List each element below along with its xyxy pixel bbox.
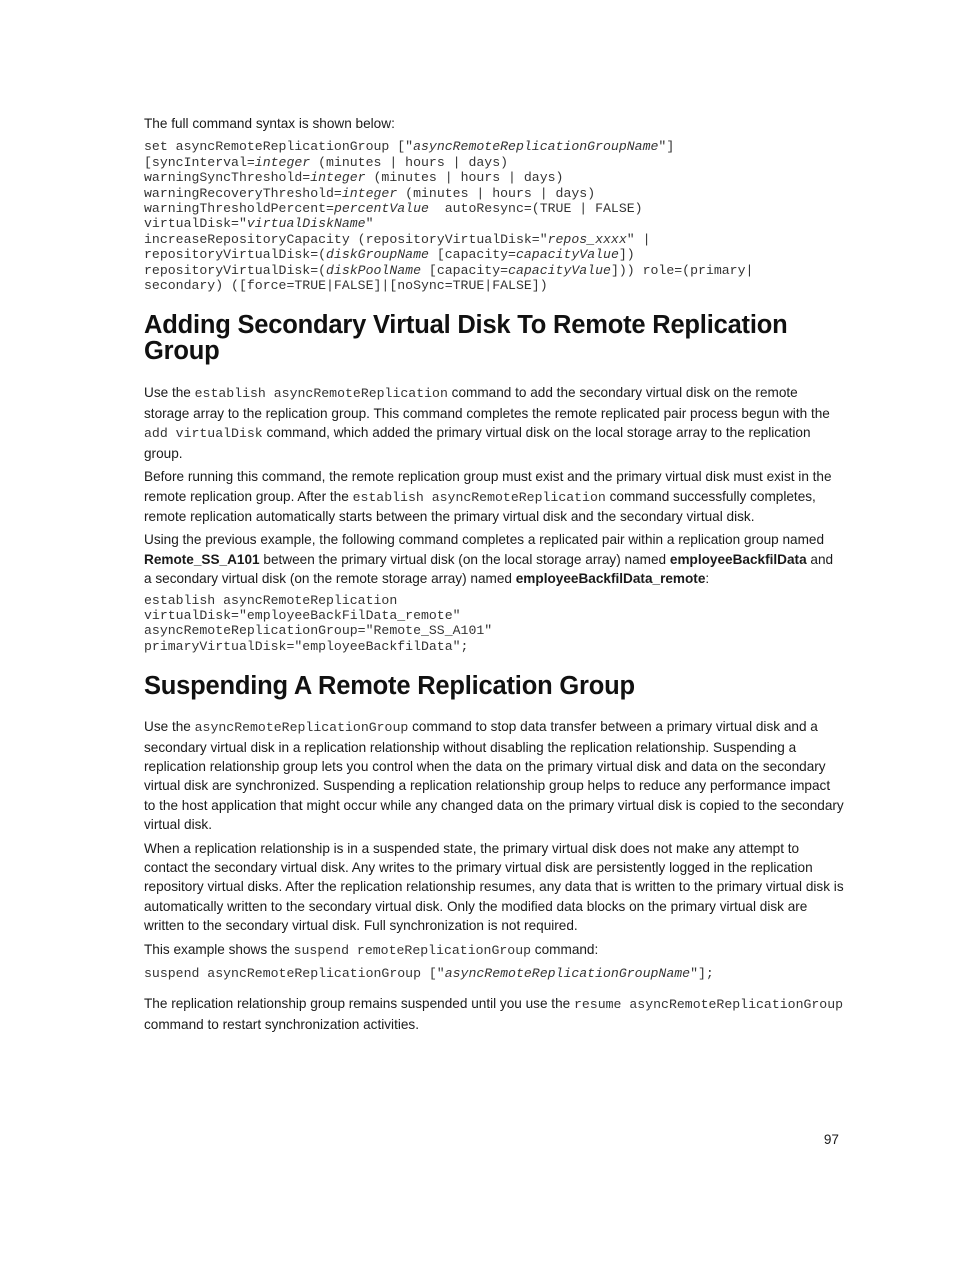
paragraph: The replication relationship group remains suspended until you use the resume asyncRemoteReplicationGroup command to restart synchronization activities.	[144, 996, 844, 1032]
syntax-line: repositoryVirtualDisk=(diskGroupName [capacity=capacityValue])	[144, 247, 635, 263]
syntax-line: warningSyncThreshold=integer (minutes | hours | days)	[144, 170, 564, 186]
paragraph: Use the establish asyncRemoteReplication command to add the secondary virtual disk on the remote storage array to the replication group. This command completes the remote replicated pair process begun with the add virtualDisk command, which added the primary virtual disk on the local storage array to the replication group.	[144, 385, 830, 461]
page-number: 97	[823, 1132, 839, 1147]
syntax-code-block	[144, 139, 844, 293]
syntax-line: repositoryVirtualDisk=(diskPoolName [capacity=capacityValue])) role=(primary|	[144, 262, 754, 278]
paragraph: Use the asyncRemoteReplicationGroup command to stop data transfer between a primary virtual disk and a secondary virtual disk in a replication relationship without disabling the replication relationship. Suspending a replication relationship group lets you control when the data on the primary virtual disk and data on the secondary virtual disk are synchronized. Suspending a replication relationship group helps to reduce any performance impact to the host application that might occur while any changed data on the primary virtual disk is copied to the secondary virtual disk.	[144, 719, 844, 833]
syntax-line: [syncInterval=integer (minutes | hours | days)	[144, 154, 509, 170]
section-heading-adding-secondary: Adding Secondary Virtual Disk To Remote Replication Group	[144, 311, 788, 366]
syntax-line: secondary) ([force=TRUE|FALSE]|[noSync=TRUE|FALSE])	[144, 278, 548, 294]
intro-text: The full command syntax is shown below:	[144, 116, 395, 131]
paragraph: Using the previous example, the following command completes a replicated pair within a replication group named Remote_SS_A101 between the primary virtual disk (on the local storage array) named employeeBackfilData and a secondary virtual disk (on the remote storage array) named employeeBackfilData_remote:	[144, 532, 834, 587]
syntax-line: warningRecoveryThreshold=integer (minutes | hours | days)	[144, 185, 596, 201]
syntax-line: virtualDisk="virtualDiskName"	[144, 216, 374, 232]
section-heading-suspending: Suspending A Remote Replication Group	[144, 672, 635, 701]
syntax-line: warningThresholdPercent=percentValue autoResync=(TRUE | FALSE)	[144, 201, 643, 217]
suspend-code-block: suspend asyncRemoteReplicationGroup ["asyncRemoteReplicationGroupName"];	[144, 966, 714, 982]
paragraph: When a replication relationship is in a suspended state, the primary virtual disk does not make any attempt to contact the secondary virtual disk. Any writes to the primary virtual disk are persistently logged in the replication repository virtual disks. After the replication relationship resumes, any data that is written to the primary virtual disk is automatically written to the secondary virtual disk. Only the modified data blocks on the primary virtual disk are written to the secondary virtual disk. Full synchronization is not required.	[144, 840, 844, 934]
syntax-line: set asyncRemoteReplicationGroup ["asyncRemoteReplicationGroupName"]	[144, 139, 675, 155]
paragraph: Before running this command, the remote replication group must exist and the primary virtual disk must exist in the remote replication group. After the establish asyncRemoteReplication command successfully completes, remote replication automatically starts between the primary virtual disk and the secondary virtual disk.	[144, 469, 832, 524]
syntax-line: increaseRepositoryCapacity (repositoryVirtualDisk="repos_xxxx" |	[144, 231, 651, 247]
paragraph: This example shows the suspend remoteReplicationGroup command:	[144, 941, 599, 958]
page-content	[144, 114, 844, 1038]
establish-code-block: establish asyncRemoteReplication virtualDisk="employeeBackFilData_remote" asyncRemoteReplicationGroup="Remote_SS_A101" primaryVirtualDisk="employeeBackfilData";	[144, 592, 493, 654]
